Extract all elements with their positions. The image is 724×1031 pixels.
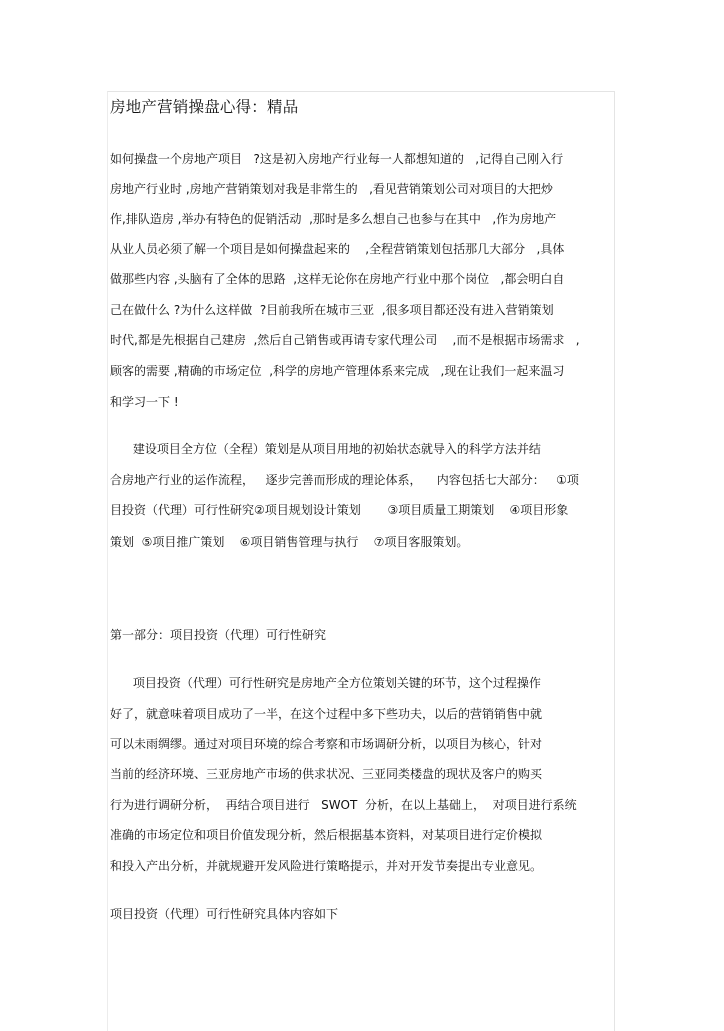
section-heading: 第一部分：项目投资（代理）可行性研究 xyxy=(110,628,327,642)
document-title: 房地产营销操盘心得：精品 xyxy=(110,98,299,116)
intro-line: 和学习一下 ! xyxy=(110,395,179,409)
intro-line: 作,排队造房 ,举办有特色的促销活动 ,那时是多么想自己也参与在其中 ,作为房地产 xyxy=(110,212,557,226)
section-line: 当前的经济环境、三亚房地产市场的供求状况、三亚同类楼盘的现状及客户的购买 xyxy=(110,767,543,781)
intro-line: 己在做什么 ?为什么这样做 ?目前我所在城市三亚 ,很多项目都还没有进入营销策划 xyxy=(110,303,554,317)
section-line: 可以未雨绸缪。通过对项目环境的综合考察和市场调研分析，以项目为核心，针对 xyxy=(110,737,543,751)
intro-line: 做那些内容 ,头脑有了全体的思路 ,这样无论你在房地产行业中那个岗位 ,都会明白自 xyxy=(110,272,565,286)
section-line: 项目投资（代理）可行性研究是房地产全方位策划关键的环节，这个过程操作 xyxy=(110,676,541,690)
intro-line: 如何操盘一个房地产项目 ?这是初入房地产行业每一人都想知道的 ,记得自己刚入行 xyxy=(110,152,564,166)
overview-line: 策划 ⑤项目推广策划 ⑥项目销售管理与执行 ⑦项目客服策划。 xyxy=(110,535,469,549)
section-line: 准确的市场定位和项目价值发现分析，然后根据基本资料，对某项目进行定价模拟 xyxy=(110,828,543,842)
intro-line: 房地产行业时 ,房地产营销策划对我是非常生的 ,看见营销策划公司对项目的大把炒 xyxy=(110,182,553,196)
section-line: 好了，就意味着项目成功了一半，在这个过程中多下些功夫，以后的营销销售中就 xyxy=(110,707,543,721)
intro-line: 顾客的需要 ,精确的市场定位 ,科学的房地产管理体系来完成 ,现在让我们一起来温习 xyxy=(110,364,565,378)
section-line: 行为进行调研分析， 再结合项目进行 SWOT 分析，在以上基础上， 对项目进行系统 xyxy=(110,798,577,812)
intro-line: 时代,都是先根据自己建房 ,然后自己销售或再请专家代理公司 ,而不是根据市场需求 , xyxy=(110,333,580,347)
section-subheading: 项目投资（代理）可行性研究具体内容如下 xyxy=(110,907,339,921)
overview-line: 合房地产行业的运作流程， 逐步完善而形成的理论体系， 内容包括七大部分： ①项 xyxy=(110,473,579,487)
intro-line: 从业人员必须了解一个项目是如何操盘起来的 ,全程营销策划包括那几大部分 ,具体 xyxy=(110,242,565,256)
page-border xyxy=(107,91,615,1031)
overview-line: 目投资（代理）可行性研究②项目规划设计策划 ③项目质量工期策划 ④项目形象 xyxy=(110,503,569,517)
overview-line: 建设项目全方位（全程）策划是从项目用地的初始状态就导入的科学方法并结 xyxy=(110,442,541,456)
section-line: 和投入产出分析，并就规避开发风险进行策略提示，并对开发节奏提出专业意见。 xyxy=(110,859,543,873)
